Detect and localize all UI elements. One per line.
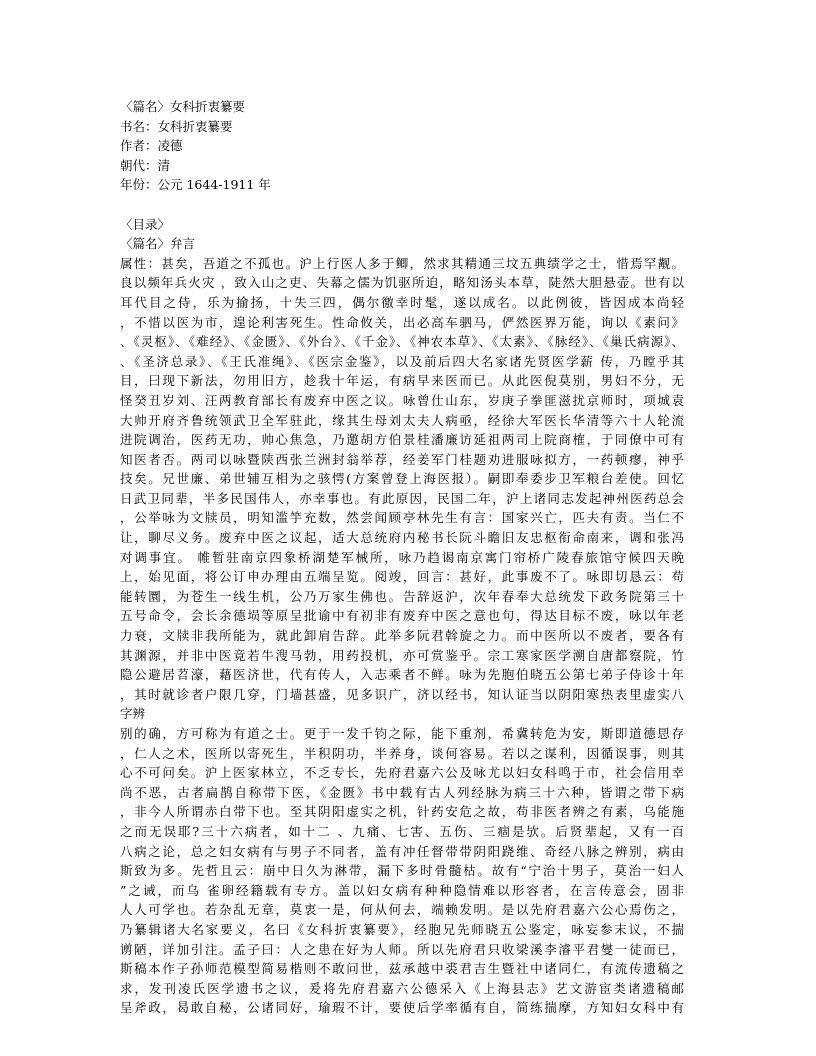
body-line: 大帅开府齐鲁统领武卫全军驻此，缘其生母刘太夫人病亟，经徐大军医长华清等六十人轮流	[120, 412, 684, 428]
body-line: 乃纂辑诸大名家要义，名曰《女科折衷纂要》，经胞兄先师晓五公鉴定，咏妄参末议，不揣	[120, 921, 684, 937]
body-line: 让，聊尽义务。废弃中医之议起，适大总统府内秘书长阮斗瞻旧友忠枢衔命南来，调和张冯	[120, 530, 684, 546]
body-line: 谫陋，详加引注。孟子曰：人之患在好为人师。所以先府君只收梁溪李濬平君燮一徒而已，	[120, 941, 684, 957]
body-line: 之而无误耶?三十六病者，如十二 、九痛、七害、五伤、三痼是欤。后贤辈起，又有一百	[120, 823, 684, 839]
body-line: 尚不恶，古者扁鹊自称带下医，《金匮》书中载有古人列经脉为病三十六种，皆谓之带下病	[120, 784, 684, 800]
body-line: ，仁人之术，医所以寄死生，半积阴功，半养身，谈何容易。若以之谋利，因循误事，则其	[120, 745, 684, 761]
spacer	[120, 195, 684, 215]
body-line: 斯致为多。先哲且云：崩中日久为淋带，漏下多时骨髓枯。故有“宁治十男子，莫治一妇人	[120, 863, 684, 879]
body-line: 五号命令，会长余德埙等原呈批谕中有初非有废弃中医之意也句，得达目标不废，咏以年老	[120, 608, 684, 624]
body-line: 耳代目之侍，乐为揄扬，十失三四，偶尔徼幸时髦，遂以成名。以此例彼，皆因成本尚轻	[120, 294, 684, 310]
body-line: 呈斧政，曷敢自秘，公诸同好，瑜瑕不计，要使后学率循有自，简练揣摩，方知妇女科中有	[120, 1000, 684, 1016]
document-page	[120, 97, 684, 1018]
body-line: ，非今人所谓赤白带下也。至其阴阳虚实之机，针药安危之故，苟非医者辨之有素，乌能施	[120, 804, 684, 820]
body-line: 心不可问矣。沪上医家林立，不乏专长，先府君嘉六公及咏尤以妇女科鸣于市，社会信用幸	[120, 765, 684, 781]
dynasty-line: 朝代：清	[120, 157, 171, 173]
body-line: 良以频年兵火灾 ，致入山之吏、失幕之儒为饥驱所迫，略知汤头本草，陡然大胆悬壶。世有以	[120, 275, 684, 291]
body-line: ，公举咏为文牍员，明知滥竽充数，然尝闻顾亭林先生有言：国家兴亡，匹夫有责。当仁不	[120, 510, 684, 526]
body-line: 字辨	[120, 706, 146, 722]
body-line: 、《灵枢》、《难经》、《金匮》、《外台》、《千金》、《神农本草》、《太素》、《脉经》、《巢氏病源》、	[120, 334, 684, 350]
body-line: 八病之论，总之妇女病有与男子不同者，盖有冲任督带带阴阳跷维、奇经八脉之辨别，病由	[120, 843, 684, 859]
body-line: 目，曰现下新法，勿用旧方，趁我十年运，有病早来医而已。从此医倪莫别，男妇不分，无	[120, 373, 684, 389]
body-line: 对调事宜。 帷暂驻南京四象桥湖楚军械所，咏乃趋谒南京寓门帘桥广陵春旅馆守候四天晚	[120, 549, 684, 565]
body-text	[120, 254, 684, 1018]
author-line: 作者：凌德	[120, 138, 183, 154]
year-line: 年份：公元 1644-1911 年	[120, 177, 271, 193]
body-line: 人人可学也。若杂乱无章，莫衷一是，何从何去，端赖发明。是以先府君嘉六公心焉伤之，	[120, 902, 684, 918]
body-line: 、《圣济总录》、《王氏准绳》、《医宗金鉴》，以及前后四大名家诸先贤医学薪 传，乃瞠乎其	[120, 353, 684, 369]
body-line: ”之诫，而乌 雀卵经籍载有专方。盖以妇女病有种种隐情难以形容者，在言传意会，固非	[120, 882, 684, 898]
body-line: 其渊源，并非中医竟若牛溲马勃，用药投机，亦可赏鉴乎。宗工寒家医学溯自唐都察院，竹	[120, 647, 684, 663]
toc-label: 〈目录〉	[120, 216, 171, 232]
body-line: 进院调治，医药无功，帅心焦急，乃邀胡方伯景桂潘廉访延祖两司上院商榷，于同僚中可有	[120, 432, 684, 448]
body-line: 别的确，方可称为有道之士。更于一发千钧之际，能下重剂，希冀转危为安，斯即道德㤙存	[120, 726, 684, 741]
body-line: 属性：甚矣，吾道之不孤也。沪上行医人多于鲫，然求其精通三坟五典绩学之士，惜焉罕觏。	[120, 255, 684, 271]
body-line: 力衰，文牍非我所能为，就此卸肩告辞。此举多阮君斡旋之力。而中医所以不废者，要各有	[120, 628, 684, 644]
body-line: 怪癸丑岁刘、汪两教育部长有废弃中医之议。咏曾仕山东，岁庚子拳匪滋扰京师时，项城袁	[120, 392, 684, 408]
book-name-line: 书名：女科折衷纂要	[120, 118, 233, 134]
body-line: 斯稿本作子孙师范模型简易楷则不敢问世，兹承越中裘君吉生暨社中诸同仁，有流传遗稿之	[120, 961, 684, 977]
body-line: 能转圜，为苍生一线生机，公乃万家生佛也。告辞返沪，次年春奉大总统发下政务院第三十	[120, 588, 684, 604]
body-line: ，不惜以医为市，遑论利害死生。性命攸关，出必高车驷马，俨然医界万能，询以《素问》	[120, 314, 684, 330]
body-line: 求，发刊凌氏医学遗书之议，爰将先府君嘉六公德采入《上海县志》艺文游宦类诸遗稿邮	[120, 980, 684, 996]
body-line: 隐公避居苕濠，藉医济世，代有传人，入志乘者不鲜。咏为先胞伯晓五公第七弟子侍诊十年	[120, 667, 684, 683]
body-line: 日武卫同辈，半多民国伟人，亦幸事也。有此原因，民国二年，沪上诸同志发起神州医药总会	[120, 490, 684, 506]
section-title: 〈篇名〉弁言	[120, 236, 196, 252]
body-line: 技矣。兄世廉、弟世辅互相为之骇愕(方案曾登上海医报）。嗣即奉委步卫军粮台差使。回忆	[120, 471, 684, 487]
body-line: 知医者否。两司以咏暨陕西张兰洲封翁举荐，经姜军门桂题劝进服咏拟方，一药顿瘳，神乎	[120, 451, 684, 467]
body-line: 上，始见面，将公订申办理由五端呈览。阅竣，回言：甚好，此事废不了。咏即切恳云：苟	[120, 569, 684, 585]
body-line: ，其时就诊者户限几穿，门墙甚盛，见多识广，济以经书，知认证当以阴阳寒热表里虚实八	[120, 686, 684, 702]
title-line: 〈篇名〉女科折衷纂要	[120, 99, 246, 114]
